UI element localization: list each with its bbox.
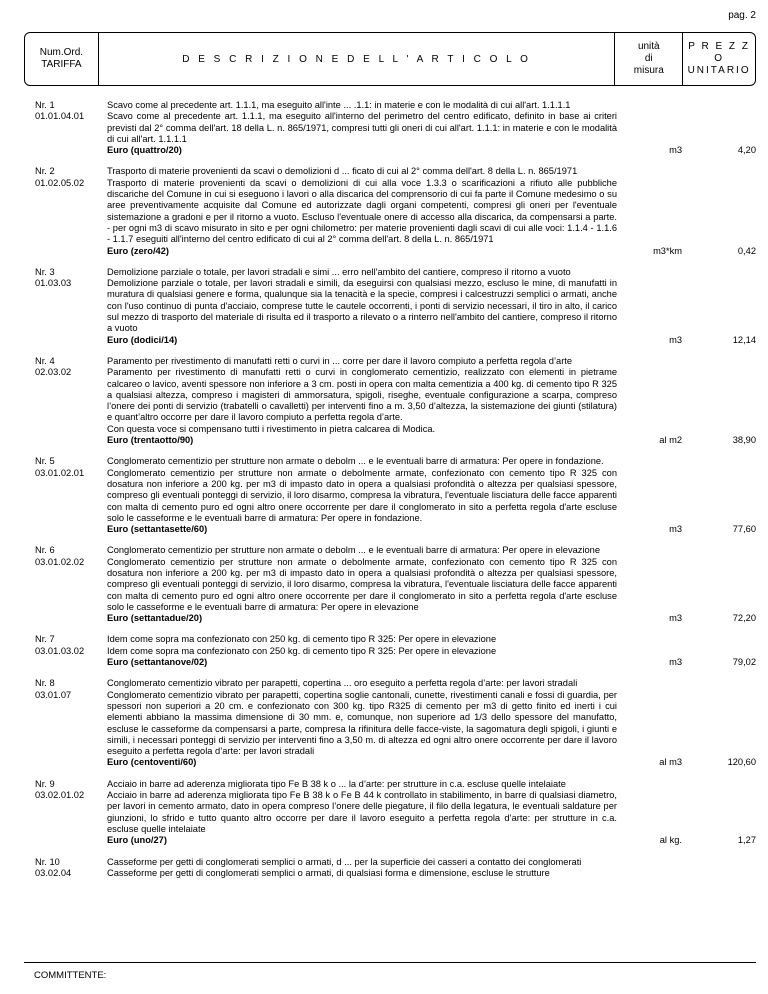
entry-text: Conglomerato cementizio per strutture non armate o debolmente armate, confezionato con cemento tipo R 325 con dosatura non inferiore a 200 kg. per m3 di impasto dato in opera a qualsiasi profondità o altezza per qualsiasi spessore, compreso gli eventuali ponteggi di servizio, il loro disarmo, compresa la vibratura, l'eventuale lisciatura delle facce apparenti con malta di cemento puro ed ogni altro onere occorrente per dare il conglomerato in sito a perfetta regola d'arte escluse solo le casseforme e le eventuali barre di armatura: Per opere in elevazione xyxy=(107,556,617,612)
entry-id xyxy=(35,267,105,290)
entry-price-words: Euro (trentaotto/90) xyxy=(107,435,194,446)
list-item xyxy=(0,857,768,880)
entry-number: Nr. 10 xyxy=(35,856,60,867)
list-item xyxy=(0,356,768,446)
entry-title: Paramento per rivestimento di manufatti retti o curvi in ... corre per dare il lavoro compiuto a perfetta regola d’arte xyxy=(107,355,573,366)
entry-unit: al m2 xyxy=(659,435,682,446)
entry-tariff-code: 01.01.04.01 xyxy=(35,111,85,122)
entries-list xyxy=(0,100,768,889)
entry-text: Casseforme per getti di conglomerati semplici o armati, di qualsiasi forma e dimensione, escluse le strutture xyxy=(107,867,550,878)
entry-extra-text: Con questa voce si compensano tutti i rivestimento in pietra calcarea di Modica. xyxy=(107,423,436,434)
entry-tariff-code: 03.01.03.02 xyxy=(35,645,85,656)
entry-title: Idem come sopra ma confezionato con 250 kg. di cemento tipo R 325: Per opere in elevazione xyxy=(107,634,497,645)
entry-id xyxy=(35,678,105,701)
entry-id xyxy=(35,545,105,568)
entry-unit-price: 79,02 xyxy=(732,657,756,668)
entry-price-words: Euro (dodici/14) xyxy=(107,334,178,345)
entry-unit-price: 1,27 xyxy=(737,835,756,846)
entry-description xyxy=(107,857,617,880)
entry-id xyxy=(35,100,105,123)
entry-number: Nr. 7 xyxy=(35,634,55,645)
entry-description xyxy=(107,779,617,847)
entry-id xyxy=(35,634,105,657)
header-description xyxy=(99,33,616,85)
entry-unit: m3*km xyxy=(653,245,682,256)
entry-tariff-code: 03.01.02.01 xyxy=(35,467,85,478)
entry-text: Idem come sopra ma confezionato con 250 kg. di cemento tipo R 325: Per opere in elevazione xyxy=(107,645,497,656)
entry-unit: m3 xyxy=(669,334,682,345)
entry-description xyxy=(107,356,617,446)
entry-unit-price: 0,42 xyxy=(737,245,756,256)
header-unit-label-3: misura xyxy=(633,65,664,76)
entry-text: Paramento per rivestimento di manufatti retti o curvi in conglomerato cementizio, realizzato con elementi in pietrame calcareo o lavico, aventi spessore non inferiore a 3 cm. posti in opera con malta cementizia a 400 kg. di cemento tipo R 325 a qualsiasi altezza, compreso i magisteri di ammorsatura, spigoli, riseghe, eventuale configurazione a scarpa, compreso l’onere dei ponti di servizio (trabatelli o cavalletti) per interventi fino a m. 3,50 d’altezza, la sistemazione dei giunti (stilatura) e quant’altro occorre per dare il lavoro compiuto a perfetta regola d’arte. xyxy=(107,367,617,423)
entry-price-words: Euro (settantadue/20) xyxy=(107,613,203,624)
header-unit-label-2: di xyxy=(644,53,653,64)
entry-description xyxy=(107,166,617,256)
entry-number: Nr. 8 xyxy=(35,678,55,689)
entry-price-words: Euro (settantanove/02) xyxy=(107,657,208,668)
footer-committente: COMMITTENTE: xyxy=(34,970,107,981)
entry-id xyxy=(35,857,105,880)
entry-description xyxy=(107,545,617,624)
entry-number: Nr. 4 xyxy=(35,355,55,366)
entry-id xyxy=(35,779,105,802)
entry-unit-price: 4,20 xyxy=(737,145,756,156)
entry-tariff-code: 03.01.02.02 xyxy=(35,556,85,567)
list-item xyxy=(0,779,768,847)
header-unit xyxy=(615,33,683,85)
entry-tariff-code: 02.03.02 xyxy=(35,367,72,378)
header-tariffa-label: TARIFFA xyxy=(41,59,82,70)
list-item xyxy=(0,166,768,256)
entry-number: Nr. 6 xyxy=(35,545,55,556)
entry-number: Nr. 9 xyxy=(35,778,55,789)
entry-price-words: Euro (zero/42) xyxy=(107,245,169,256)
entry-title: Scavo come al precedente art. 1.1.1, ma eseguito all'inte ... .1.1: in materie e con le modalità di cui all'art. 1.1.1.1 xyxy=(107,100,571,110)
entry-title: Conglomerato cementizio per strutture non armate o debolm ... e le eventuali barre di armatura: Per opere in elevazione xyxy=(107,545,600,556)
footer xyxy=(24,962,756,981)
page-number: pag. 2 xyxy=(728,10,756,21)
list-item xyxy=(0,634,768,668)
entry-title: Trasporto di materie provenienti da scavi o demolizioni d ... ficato di cui al 2° comma dell'art. 8 della L. n. 865/1971 xyxy=(107,166,578,177)
list-item xyxy=(0,456,768,535)
entry-tariff-code: 01.02.05.02 xyxy=(35,177,85,188)
entry-number: Nr. 3 xyxy=(35,266,55,277)
list-item xyxy=(0,545,768,624)
header-description-label: D E S C R I Z I O N E D E L L ' A R T I C O L O xyxy=(182,53,531,65)
entry-number: Nr. 1 xyxy=(35,100,55,110)
entry-text: Scavo come al precedente art. 1.1.1, ma eseguito all'interno del perimetro del centro edificato, definito in base ai criteri previsti dal 2° comma dell'art. 18 della L. n. 865/1971, compresi tutti gli oneri di cui all'art. 1.1.1: in materie e con le modalità di cui all'art. 1.1.1.1 xyxy=(107,111,617,144)
entry-price-words: Euro (quattro/20) xyxy=(107,145,182,156)
entry-unit-price: 120,60 xyxy=(727,757,756,768)
entry-title: Conglomerato cementizio per strutture non armate o debolm ... e le eventuali barre di armatura: Per opere in fondazione. xyxy=(107,456,604,467)
header-num-ord-label: Num.Ord. xyxy=(39,47,84,58)
entry-unit: m3 xyxy=(669,613,682,624)
entry-id xyxy=(35,356,105,379)
list-item xyxy=(0,267,768,346)
header-price-label-2: UNITARIO xyxy=(687,65,751,76)
entry-unit-price: 77,60 xyxy=(732,524,756,535)
header-unit-label-1: unità xyxy=(637,41,660,52)
entry-text: Demolizione parziale o totale, per lavori stradali e simili, da eseguirsi con qualsiasi mezzo, escluso le mine, di manufatti in muratura di qualsiasi genere e forma, qualunque sia la tenacità e la specie, compresi i calcestruzzi semplici o armati, anche con l'uso continuo di punta d'acciaio, comprese tutte le cautele occorrenti, i ponti di servizio necessari, il tiro in alto, il carico sul mezzo di trasporto del materiale di risulta ed il trasporto a rilevato o a rinterro nell'ambito del cantiere, compreso il ritorno a vuoto xyxy=(107,278,617,334)
entry-description xyxy=(107,634,617,668)
entry-unit: m3 xyxy=(669,145,682,156)
header-price xyxy=(683,33,755,85)
entry-description xyxy=(107,456,617,535)
entry-unit: m3 xyxy=(669,657,682,668)
entry-price-words: Euro (centoventi/60) xyxy=(107,757,197,768)
entry-unit: m3 xyxy=(669,524,682,535)
entry-price-words: Euro (uno/27) xyxy=(107,835,167,846)
entry-description xyxy=(107,267,617,346)
entry-unit: al kg. xyxy=(659,835,682,846)
table-header xyxy=(24,32,756,86)
entry-title: Conglomerato cementizio vibrato per parapetti, copertina ... oro eseguito a perfetta regola d’arte: per lavori stradali xyxy=(107,678,578,689)
entry-unit-price: 12,14 xyxy=(732,334,756,345)
entry-tariff-code: 03.02.01.02 xyxy=(35,790,85,801)
entry-title: Demolizione parziale o totale, per lavori stradali e simi ... erro nell'ambito del cantiere, compreso il ritorno a vuoto xyxy=(107,266,571,277)
entry-id xyxy=(35,166,105,189)
entry-text: Conglomerato cementizio vibrato per parapetti, copertina soglie cantonali, cunette, rivestimenti canali e fossi di guardia, per spessori non superiori a 20 cm. e confezionato con 300 kg. tipo R325 di cemento per m3 di getto finito ed inerti i cui elementi abbiano la massima dimensione di 30 mm. e, comunque, non superiore ad 1/3 dello spessore del manufatto, escluse le casseforme da compensarsi a parte, compresa la rifinitura delle facce-viste, la sagomatura degli spigoli, i giunti e simili, i necessari ponteggi di servizio per interventi fino a 3,50 m. di altezza ed ogni altro onere occorrente per dare il lavoro eseguito a perfetta regola d’arte: per lavori stradali xyxy=(107,689,617,757)
entry-id xyxy=(35,456,105,479)
entry-unit: al m3 xyxy=(659,757,682,768)
entry-tariff-code: 01.03.03 xyxy=(35,278,72,289)
list-item xyxy=(0,100,768,156)
entry-number: Nr. 5 xyxy=(35,456,55,467)
entry-tariff-code: 03.01.07 xyxy=(35,689,72,700)
header-num-ord xyxy=(25,33,99,85)
entry-price-words: Euro (settantasette/60) xyxy=(107,524,208,535)
entry-number: Nr. 2 xyxy=(35,166,55,177)
entry-tariff-code: 03.02.04 xyxy=(35,867,72,878)
entry-description xyxy=(107,100,617,156)
entry-title: Acciaio in barre ad aderenza migliorata tipo Fe B 38 k o ... la d’arte: per strutture in c.a. escluse quelle intelaiate xyxy=(107,778,566,789)
entry-text: Conglomerato cementizio per strutture non armate o debolmente armate, confezionato con cemento tipo R 325 con dosatura non inferiore a 200 kg. per m3 di impasto dato in opera a qualsiasi profondità o altezza per qualsiasi spessore, compreso gli eventuali ponteggi di servizio, il loro disarmo, compresa la vibratura, l'eventuale lisciatura delle facce apparenti con malta di cemento puro ed ogni altro onere occorrente per dare il conglomerato in sito a perfetta regola d'arte escluse solo le casseforme e le eventuali barre di armatura: Per opere in fondazione. xyxy=(107,467,617,523)
entry-description xyxy=(107,678,617,768)
entry-title: Casseforme per getti di conglomerati semplici o armati, d ... per la superficie dei casseri a contatto dei conglomerati xyxy=(107,856,582,867)
header-price-label-1: P R E Z Z O xyxy=(688,41,750,64)
entry-unit-price: 38,90 xyxy=(732,435,756,446)
list-item xyxy=(0,678,768,768)
entry-text: Acciaio in barre ad aderenza migliorata tipo Fe B 38 k o Fe B 44 k controllato in stabilimento, in barre di qualsiasi diametro, per lavori in cemento armato, dato in opera compreso l’onere delle piegature, il filo della legatura, le eventuali saldature per giunzioni, lo sfrido e tutto quanto altro occorre per dare il lavoro eseguito a perfetta regola d’arte: per strutture in c.a. escluse quelle intelaiate xyxy=(107,790,617,834)
entry-unit-price: 72,20 xyxy=(732,613,756,624)
entry-text: Trasporto di materie provenienti da scavi o demolizioni di cui alla voce 1.3.3 o scarificazioni a rifiuto alle pubbliche discariche del Comune in cui si eseguono i lavori o alla discarica del comprensorio di cui fa parte il Comune medesimo o su aree preventivamente acquisite dal Comune ed autorizzate dagli organi competenti, compresi gli oneri per l'eventuale sistemazione a gradoni e per il ritorno a vuoto. Escluso l'eventuale onere di accesso alla discarica, da compensarsi a parte. - per ogni m3 di scavo misurato in sito e per ogni chilometro: per materie provenienti dagli scavi di cui alle voci: 1.1.4 - 1.1.6 - 1.1.7 eseguiti all'interno del centro edificato di cui al 2° comma dell'art. 8 della L. n. 865/1971 xyxy=(107,177,617,245)
